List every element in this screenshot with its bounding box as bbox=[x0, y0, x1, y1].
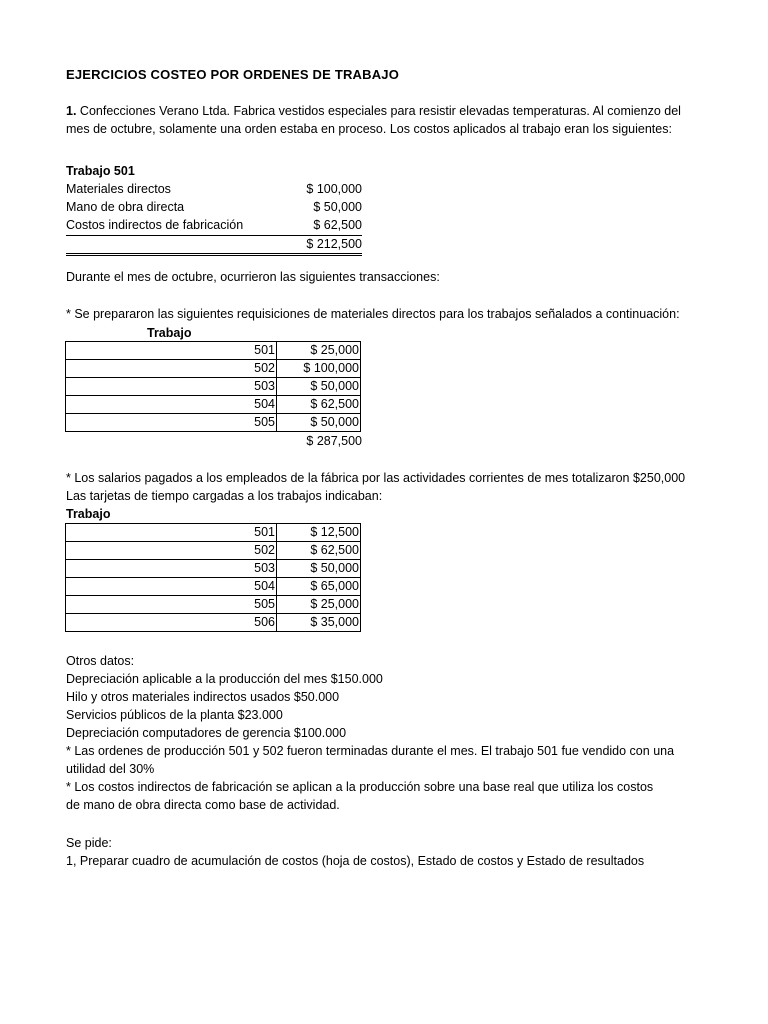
other-data-line: Depreciación computadores de gerencia $100.000 bbox=[66, 726, 347, 740]
other-data-line: Depreciación aplicable a la producción del mes $150.000 bbox=[66, 672, 383, 686]
cost-row-labor bbox=[66, 198, 362, 216]
table-row bbox=[66, 578, 361, 596]
job-cell: 504 bbox=[66, 396, 277, 414]
cost-label: Materiales directos bbox=[66, 182, 171, 196]
other-data-line: utilidad del 30% bbox=[66, 762, 155, 776]
task-item: 1, Preparar cuadro de acumulación de costos (hoja de costos), Estado de costos y Estado de resultados bbox=[66, 854, 645, 868]
amount-cell: $ 100,000 bbox=[277, 360, 361, 378]
job-cell: 506 bbox=[66, 614, 277, 632]
table-row bbox=[66, 342, 361, 360]
amount-cell: $ 50,000 bbox=[277, 560, 361, 578]
cost-row-materials bbox=[66, 180, 362, 198]
cost-total-rule bbox=[66, 235, 362, 256]
other-data-line: * Las ordenes de producción 501 y 502 fueron terminadas durante el mes. El trabajo 501 fue vendido con una bbox=[66, 744, 675, 758]
table-row bbox=[66, 614, 361, 632]
cost-value: $ 100,000 bbox=[306, 182, 362, 196]
job-cell: 505 bbox=[66, 414, 277, 432]
table-row bbox=[66, 596, 361, 614]
job-501-heading-text: Trabajo 501 bbox=[66, 164, 135, 178]
amount-cell: $ 25,000 bbox=[277, 342, 361, 360]
problem-number: 1. bbox=[66, 104, 77, 118]
job-cell: 502 bbox=[66, 542, 277, 560]
cost-label: Mano de obra directa bbox=[66, 200, 185, 214]
amount-cell: $ 50,000 bbox=[277, 414, 361, 432]
job-cell: 502 bbox=[66, 360, 277, 378]
materials-total: $ 287,500 bbox=[306, 434, 362, 448]
job-cell: 504 bbox=[66, 578, 277, 596]
materials-table bbox=[65, 341, 361, 432]
table-row bbox=[66, 542, 361, 560]
transactions-intro: Durante el mes de octubre, ocurrieron las siguientes transacciones: bbox=[66, 270, 440, 284]
labor-intro-1: * Los salarios pagados a los empleados de la fábrica por las actividades corrientes de mes totalizaron $250,000 bbox=[66, 471, 686, 485]
job-cell: 503 bbox=[66, 560, 277, 578]
amount-cell: $ 12,500 bbox=[277, 524, 361, 542]
other-data-line: * Los costos indirectos de fabricación se aplican a la producción sobre una base real que utiliza los costos bbox=[66, 780, 654, 794]
amount-cell: $ 50,000 bbox=[277, 378, 361, 396]
job-501-heading bbox=[66, 162, 362, 180]
amount-cell: $ 65,000 bbox=[277, 578, 361, 596]
table-row bbox=[66, 396, 361, 414]
amount-cell: $ 25,000 bbox=[277, 596, 361, 614]
amount-cell: $ 62,500 bbox=[277, 542, 361, 560]
other-data-line: Servicios públicos de la planta $23.000 bbox=[66, 708, 283, 722]
table-row bbox=[66, 414, 361, 432]
job-cell: 505 bbox=[66, 596, 277, 614]
task-heading: Se pide: bbox=[66, 836, 112, 850]
cost-value: $ 62,500 bbox=[313, 218, 362, 232]
labor-table bbox=[65, 523, 361, 632]
materials-intro: * Se prepararon las siguientes requisiciones de materiales directos para los trabajos señalados a continuación: bbox=[66, 307, 680, 321]
job-501-cost-summary bbox=[66, 162, 362, 256]
cost-row-overhead bbox=[66, 216, 362, 234]
table-row bbox=[66, 560, 361, 578]
materials-table-header: Trabajo bbox=[147, 326, 192, 340]
other-data-line: de mano de obra directa como base de actividad. bbox=[66, 798, 340, 812]
labor-table-header: Trabajo bbox=[66, 507, 111, 521]
problem-intro-line-2: mes de octubre, solamente una orden estaba en proceso. Los costos aplicados al trabajo eran los siguientes: bbox=[66, 122, 672, 136]
table-row bbox=[66, 360, 361, 378]
problem-intro-text: Confecciones Verano Ltda. Fabrica vestidos especiales para resistir elevadas temperaturas. Al comienzo del bbox=[76, 104, 681, 118]
job-cell: 503 bbox=[66, 378, 277, 396]
document-title: EJERCICIOS COSTEO POR ORDENES DE TRABAJO bbox=[66, 67, 400, 82]
table-row bbox=[66, 378, 361, 396]
other-data-line: Hilo y otros materiales indirectos usados $50.000 bbox=[66, 690, 340, 704]
job-cell: 501 bbox=[66, 524, 277, 542]
table-row bbox=[66, 524, 361, 542]
job-cell: 501 bbox=[66, 342, 277, 360]
amount-cell: $ 35,000 bbox=[277, 614, 361, 632]
job-501-total: $ 212,500 bbox=[66, 236, 362, 256]
cost-value: $ 50,000 bbox=[313, 200, 362, 214]
labor-intro-2: Las tarjetas de tiempo cargadas a los trabajos indicaban: bbox=[66, 489, 383, 503]
other-data-heading: Otros datos: bbox=[66, 654, 135, 668]
cost-label: Costos indirectos de fabricación bbox=[66, 218, 244, 232]
amount-cell: $ 62,500 bbox=[277, 396, 361, 414]
problem-intro-line-1 bbox=[66, 102, 706, 120]
